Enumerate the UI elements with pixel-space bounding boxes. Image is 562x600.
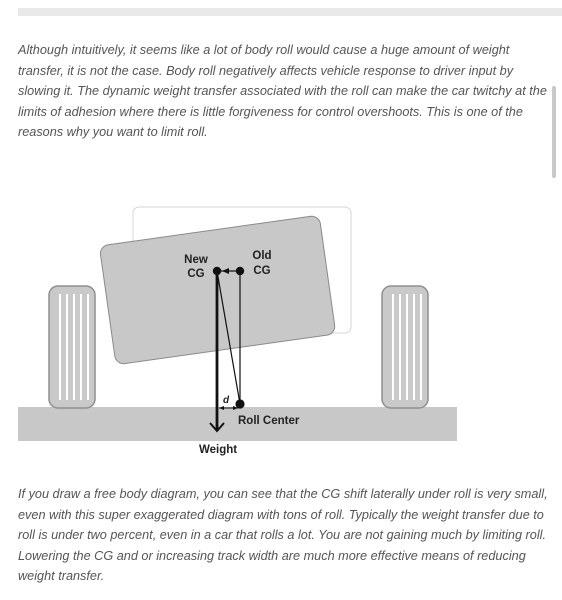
right-tire (382, 286, 428, 408)
scrollbar-thumb[interactable] (552, 86, 556, 178)
weight-label: Weight (199, 444, 238, 456)
old-cg-label-line-1: Old (252, 250, 272, 262)
article-paragraph-intro: Although intuitively, it seems like a lot of body roll would cause a huge amount of weight transfer, it is not the case. Body roll negatively affects vehicle response to driver input by slowing it. The dynamic weight transfer associated with the roll can make the car twitchy at the limits of adhesion where there is little forgiveness for control overshoots. This is one of the reasons why you want to limit roll. (18, 43, 547, 139)
roll-center-label: Roll Center (238, 415, 300, 427)
new-cg-point (213, 267, 221, 275)
roll-center-point (235, 399, 244, 408)
old-cg-label-line-2: CG (253, 265, 271, 277)
new-cg-label-line-2: CG (187, 268, 205, 280)
offset-label: d (222, 395, 230, 406)
body-roll-diagram (0, 190, 562, 470)
left-tire (49, 286, 95, 408)
new-cg-label-line-1: New (184, 254, 208, 266)
old-cg-point (236, 267, 244, 275)
article-paragraph-conclusion: If you draw a free body diagram, you can see that the CG shift laterally under roll is very small, even with this super exaggerated diagram with tons of roll. Typically the weight transfer due to roll is under two percent, even in a car that rolls a lot. You are not gaining much by limiting roll. Lowering the CG and or increasing track width are much more effective means of reducing weight transfer. (18, 487, 548, 583)
header-divider-bar (18, 8, 562, 16)
